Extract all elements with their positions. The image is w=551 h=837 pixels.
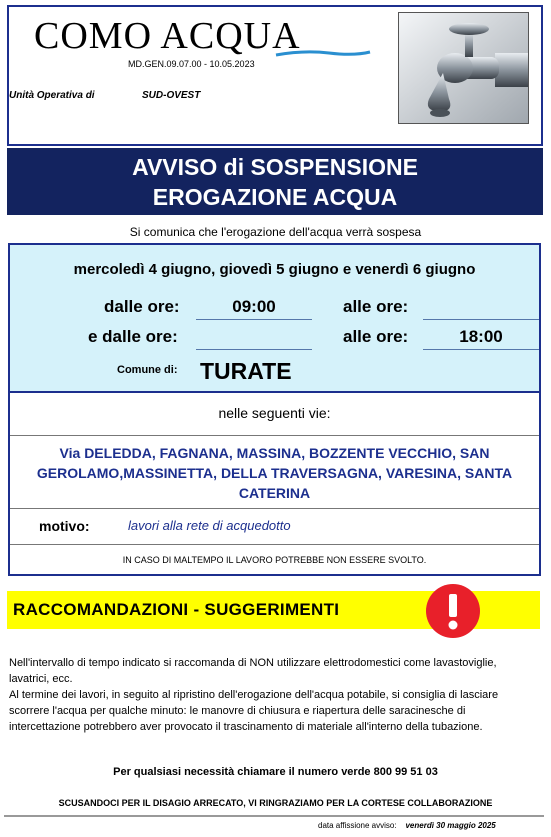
recommendation-1: Nell'intervallo di tempo indicato si raccomanda di NON utilizzare elettrodomestici come lavastoviglie, lavatrici, ecc. [9,657,497,685]
posting-date [318,821,496,830]
phone-notice: Per qualsiasi necessità chiamare il numero verde 800 99 51 03 [113,766,438,778]
from-time-value: 09:00 [196,297,312,320]
to-time-value [423,297,539,320]
suspension-dates: mercoledì 4 giugno, giovedì 5 giugno e venerdì 6 giugno [73,261,476,278]
divider [10,508,539,509]
divider [10,435,539,436]
recommendations-title: RACCOMANDAZIONI - SUGGERIMENTI [13,600,340,619]
intro-text: Si comunica che l'erogazione dell'acqua verrà sospesa [129,225,422,239]
company-logo: COMO ACQUA [34,15,301,57]
title-line-2: EROGAZIONE ACQUA [152,184,398,210]
from-time-label-2: e dalle ore: [88,327,178,346]
title-line-1: AVVISO di SOSPENSIONE [132,154,418,180]
exclamation-icon [424,582,482,640]
reason-label: motivo: [39,518,90,534]
footer-divider [4,815,544,817]
recommendations-body [9,655,539,735]
unit-label: Unità Operativa di [9,90,95,101]
unit-value: SUD-OVEST [142,90,201,101]
thanks-notice: SCUSANDOCI PER IL DISAGIO ARRECATO, VI RINGRAZIAMO PER LA CORTESE COLLABORAZIONE [58,798,493,808]
document-code: MD.GEN.09.07.00 - 10.05.2023 [128,59,255,69]
reason-value: lavori alla rete di acquedotto [128,518,291,533]
recommendation-2: Al termine dei lavori, in seguito al ripristino dell'erogazione dell'acqua potabile, si consiglia di lasciare scorrere l'acqua per qualche minuto: le manovre di chiusura e riapertura delle saracinesche di intercettazione potrebbero aver provocato il trascinamento di materiale all'interno della tubazione. [9,689,499,733]
to-time-label: alle ore: [343,297,409,316]
from-time-value-2 [196,327,312,350]
streets-list: Via DELEDDA, FAGNANA, MASSINA, BOZZENTE VECCHIO, SAN GEROLAMO,MASSINETTA, DELLA TRAVERSAGNA, VARESINA, SANTA CATERINA [36,445,513,501]
comune-value: TURATE [200,358,292,384]
comune-label: Comune di: [117,364,178,376]
logo-wave [274,49,372,59]
from-time-label: dalle ore: [104,297,180,316]
divider [10,544,539,545]
to-time-label-2: alle ore: [343,327,409,346]
title-banner [7,148,543,215]
weather-note: IN CASO DI MALTEMPO IL LAVORO POTREBBE NON ESSERE SVOLTO. [122,555,427,565]
streets-label: nelle seguenti vie: [218,405,331,421]
to-time-value-2: 18:00 [423,327,539,350]
posting-date-label: data affissione avviso: [318,821,397,830]
tap-icon [398,12,529,124]
posting-date-value: venerdì 30 maggio 2025 [405,821,496,830]
